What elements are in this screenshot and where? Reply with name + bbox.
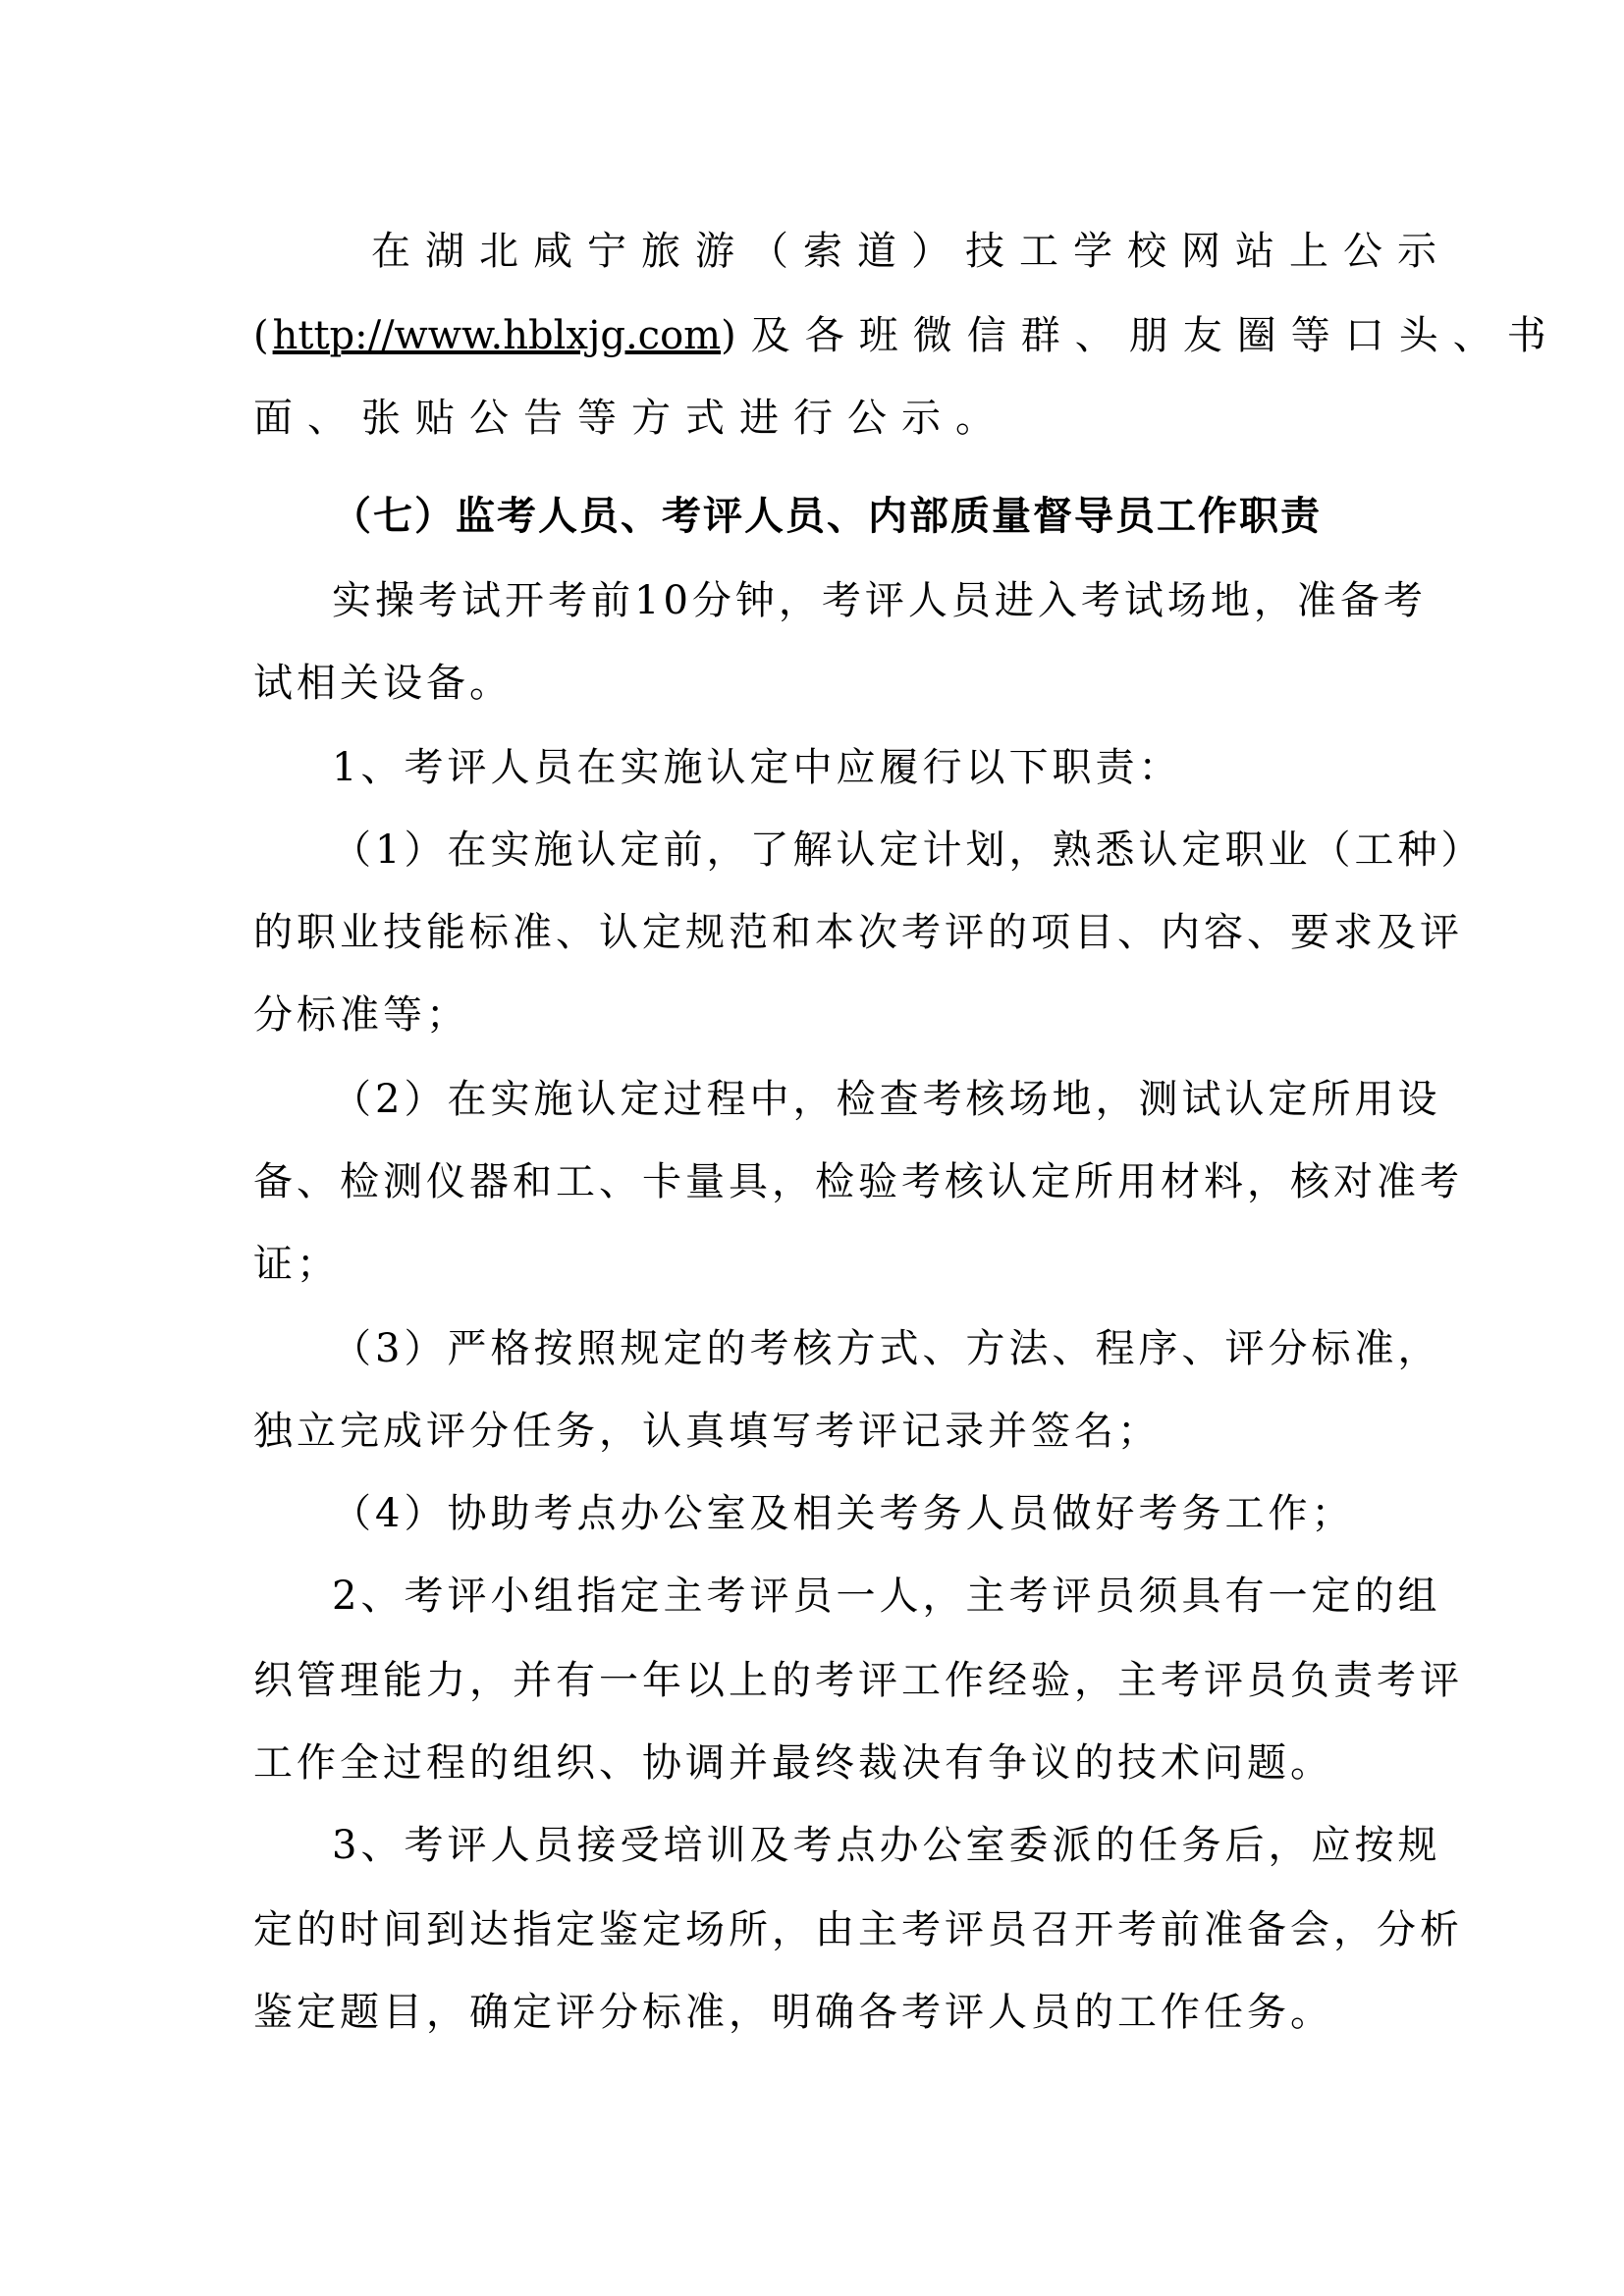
school-website-link[interactable]: http://www.hblxjg.com (272, 313, 722, 358)
sub1-line-2: 的职业技能标准、认定规范和本次考评的项目、内容、要求及评 (253, 910, 1463, 955)
item3-line-1: 3、考评人员接受培训及考点办公室委派的任务后，应按规 (332, 1823, 1441, 1868)
item2-line-3: 工作全过程的组织、协调并最终裁决有争议的技术问题。 (253, 1740, 1333, 1786)
sub2-line-1: （2）在实施认定过程中，检查考核场地，测试认定所用设 (332, 1077, 1441, 1122)
item3-line-2: 定的时间到达指定鉴定场所，由主考评员召开考前准备会，分析 (253, 1907, 1463, 1952)
item1-title: 1、考评人员在实施认定中应履行以下职责： (332, 745, 1182, 790)
sub4-line-1: （4）协助考点办公室及相关考务人员做好考务工作； (332, 1491, 1355, 1536)
intro-line-2 (253, 312, 1561, 359)
sub1-line-1: （1）在实施认定前，了解认定计划，熟悉认定职业（工种） (332, 828, 1485, 873)
section-heading: （七）监考人员、考评人员、内部质量督导员工作职责 (332, 494, 1322, 539)
intro-line-3: 面、张贴公告等方式进行公示。 (253, 396, 1009, 441)
sub2-line-2: 备、检测仪器和工、卡量具，检验考核认定所用材料，核对准考 (253, 1159, 1463, 1204)
intro-line-2-rest: )及各班微信群、朋友圈等口头、书 (721, 313, 1561, 358)
intro-line-1: 在湖北咸宁旅游（索道）技工学校网站上公示 (371, 229, 1451, 274)
item2-line-2: 织管理能力，并有一年以上的考评工作经验，主考评员负责考评 (253, 1658, 1463, 1703)
sub3-line-1: （3）严格按照规定的考核方式、方法、程序、评分标准， (332, 1326, 1441, 1371)
p1-line-1: 实操考试开考前10分钟，考评人员进入考试场地，准备考 (332, 578, 1427, 623)
intro-open-paren: ( (253, 313, 273, 358)
item3-line-3: 鉴定题目，确定评分标准，明确各考评人员的工作任务。 (253, 1990, 1333, 2035)
sub2-line-3: 证； (253, 1242, 340, 1287)
sub1-line-3: 分标准等； (253, 992, 469, 1038)
sub3-line-2: 独立完成评分任务，认真填写考评记录并签名； (253, 1409, 1161, 1454)
item2-line-1: 2、考评小组指定主考评员一人，主考评员须具有一定的组 (332, 1574, 1441, 1619)
p1-line-2: 试相关设备。 (253, 661, 513, 706)
